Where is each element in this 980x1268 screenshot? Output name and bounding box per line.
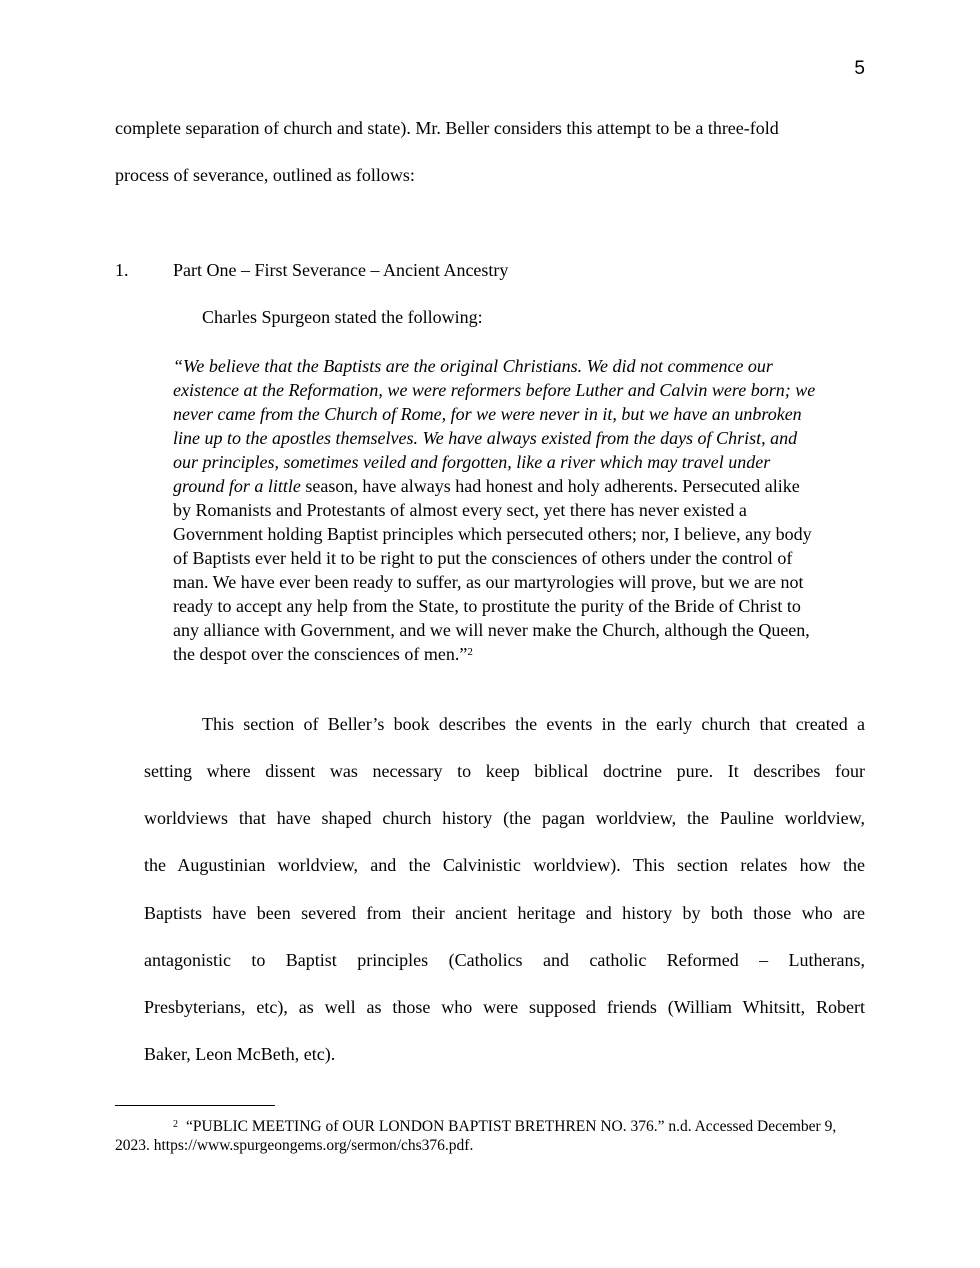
- quote-italic-fragment: ground for a little: [173, 476, 301, 496]
- footnote: [115, 1117, 865, 1155]
- quote-line: our principles, sometimes veiled and forgotten, like a river which may travel under: [173, 452, 771, 472]
- paragraph-line: setting where dissent was necessary to keep biblical doctrine pure. It describes four: [144, 761, 865, 781]
- paragraph-line: Baker, Leon McBeth, etc).: [144, 1044, 336, 1064]
- quote-line: Government holding Baptist principles which persecuted others; nor, I believe, any body: [173, 524, 812, 544]
- quote-line: any alliance with Government, and we will never make the Church, although the Queen,: [173, 620, 810, 640]
- quote-final-fragment: the despot over the consciences of men.”: [173, 644, 468, 664]
- quote-line: existence at the Reformation, we were reformers before Luther and Calvin were born; we: [173, 380, 816, 400]
- footnote-marker: 2: [173, 1119, 178, 1130]
- quote-line: of Baptists ever held it to be right to put the consciences of others under the control of: [173, 548, 793, 568]
- section-heading: Part One – First Severance – Ancient Ancestry: [173, 260, 509, 280]
- list-item-number: 1.: [115, 260, 129, 280]
- paragraph-line: This section of Beller’s book describes the events in the early church that created a: [202, 714, 865, 734]
- quote-line: never came from the Church of Rome, for we were never in it, but we have an unbroken: [173, 404, 802, 424]
- intro-text-line: complete separation of church and state). Mr. Beller considers this attempt to be a three-fold: [115, 118, 779, 138]
- footnote-line: 2023. https://www.spurgeongems.org/sermon/chs376.pdf.: [115, 1137, 474, 1154]
- quote-intro: Charles Spurgeon stated the following:: [202, 307, 483, 327]
- quote-line: “We believe that the Baptists are the original Christians. We did not commence our: [173, 356, 773, 376]
- quote-line: by Romanists and Protestants of almost every sect, yet there has never existed a: [173, 500, 747, 520]
- block-quote: [173, 354, 873, 666]
- quote-line: line up to the apostles themselves. We have always existed from the days of Christ, and: [173, 428, 798, 448]
- quote-line: ready to accept any help from the State, to prostitute the purity of the Bride of Christ to: [173, 596, 801, 616]
- paragraph-line: antagonistic to Baptist principles (Catholics and catholic Reformed – Lutherans,: [144, 950, 865, 970]
- quote-line: man. We have ever been ready to suffer, as our martyrologies will prove, but we are not: [173, 572, 804, 592]
- intro-text-line: process of severance, outlined as follows:: [115, 165, 415, 185]
- quote-roman-fragment: season, have always had honest and holy adherents. Persecuted alike: [300, 476, 800, 496]
- paragraph-line: Baptists have been severed from their ancient heritage and history by both those who are: [144, 903, 865, 923]
- quote-line: [173, 642, 873, 666]
- page-number: 5: [854, 58, 865, 79]
- quote-line: [173, 474, 873, 498]
- footnote-reference[interactable]: 2: [467, 646, 473, 658]
- paragraph-line: Presbyterians, etc), as well as those who were supposed friends (William Whitsitt, Robert: [144, 997, 865, 1017]
- footnote-line: [115, 1117, 865, 1136]
- footnote-text: “PUBLIC MEETING of OUR LONDON BAPTIST BRETHREN NO. 376.” n.d. Accessed December 9,: [186, 1118, 837, 1135]
- footnote-separator: [115, 1105, 275, 1106]
- paragraph-line: the Augustinian worldview, and the Calvinistic worldview). This section relates how the: [144, 855, 865, 875]
- paragraph-line: worldviews that have shaped church history (the pagan worldview, the Pauline worldview,: [144, 808, 865, 828]
